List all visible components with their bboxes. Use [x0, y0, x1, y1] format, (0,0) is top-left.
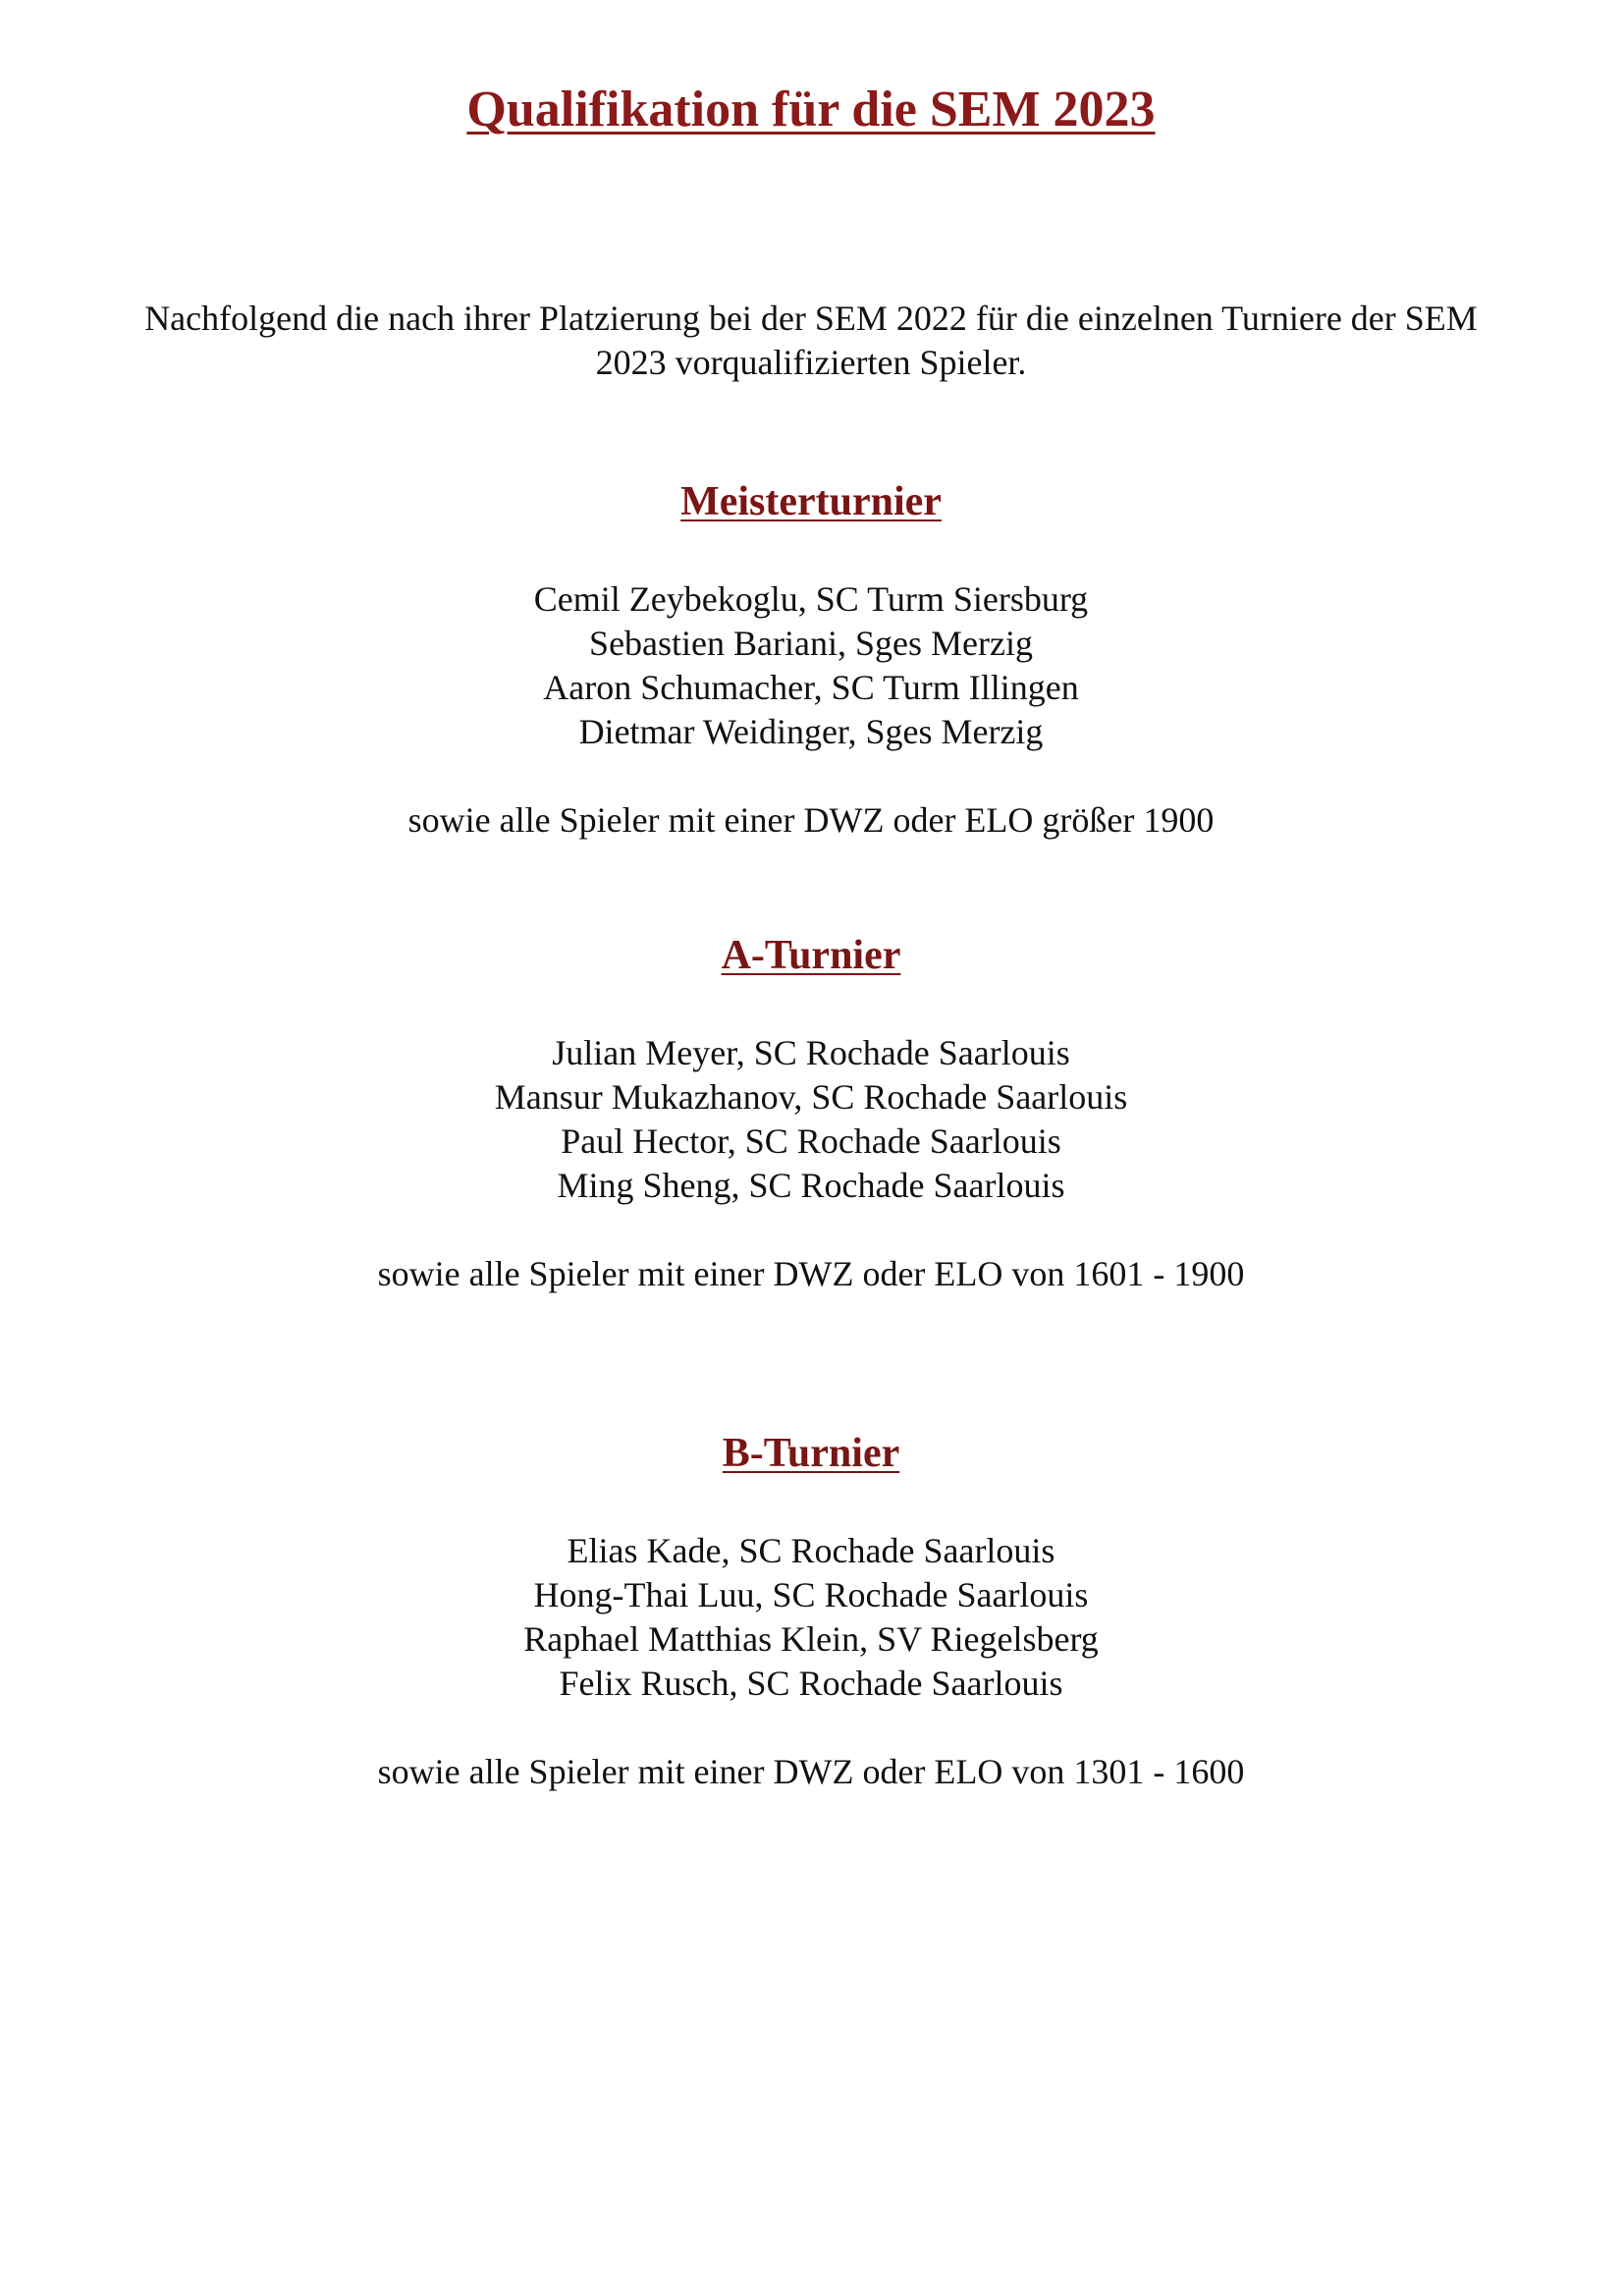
player-list-b-turnier: [0, 1529, 1622, 1706]
intro-paragraph: [79, 297, 1543, 385]
section-heading-a-turnier: A-Turnier: [721, 933, 901, 978]
player-entry: Aaron Schumacher, SC Turm Illingen: [543, 668, 1079, 707]
intro-line-1: Nachfolgend die nach ihrer Platzierung bei der SEM 2022 für die einzelnen Turniere der SEM: [144, 299, 1478, 338]
player-entry: Felix Rusch, SC Rochade Saarlouis: [559, 1664, 1063, 1703]
player-entry: Ming Sheng, SC Rochade Saarlouis: [557, 1166, 1065, 1205]
qualification-note-a-turnier: sowie alle Spieler mit einer DWZ oder ELO von 1601 - 1900: [377, 1254, 1245, 1293]
player-list-a-turnier: [0, 1031, 1622, 1208]
player-entry: Mansur Mukazhanov, SC Rochade Saarlouis: [494, 1077, 1128, 1117]
qualification-note-b-turnier: sowie alle Spieler mit einer DWZ oder ELO von 1301 - 1600: [377, 1752, 1245, 1791]
player-list-meisterturnier: [0, 577, 1622, 754]
player-entry: Julian Meyer, SC Rochade Saarlouis: [552, 1033, 1070, 1072]
intro-line-2: 2023 vorqualifizierten Spieler.: [595, 343, 1027, 382]
player-entry: Elias Kade, SC Rochade Saarlouis: [567, 1531, 1055, 1570]
section-heading-meisterturnier: Meisterturnier: [680, 479, 942, 524]
qualification-note-meisterturnier: sowie alle Spieler mit einer DWZ oder ELO größer 1900: [407, 800, 1215, 840]
player-entry: Sebastien Bariani, Sges Merzig: [589, 624, 1033, 663]
section-heading-b-turnier: B-Turnier: [722, 1431, 900, 1476]
player-entry: Paul Hector, SC Rochade Saarlouis: [561, 1121, 1061, 1161]
player-entry: Cemil Zeybekoglu, SC Turm Siersburg: [533, 579, 1089, 619]
player-entry: Dietmar Weidinger, Sges Merzig: [578, 712, 1044, 751]
page-title: Qualifikation für die SEM 2023: [466, 82, 1156, 137]
player-entry: Hong-Thai Luu, SC Rochade Saarlouis: [533, 1575, 1089, 1614]
player-entry: Raphael Matthias Klein, SV Riegelsberg: [523, 1619, 1099, 1659]
